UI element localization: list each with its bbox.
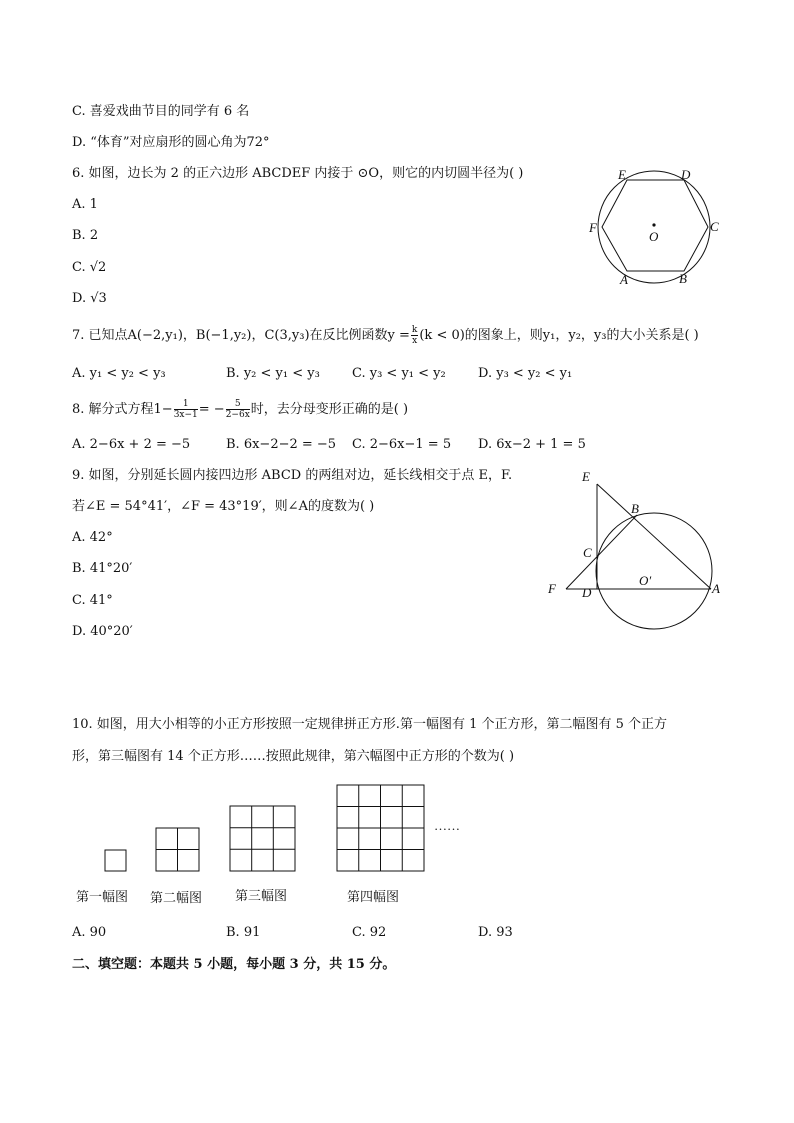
- pattern-2: [156, 828, 199, 871]
- q7-fraction: [411, 325, 418, 346]
- q9-option-a: A. 42°: [72, 530, 113, 545]
- q6-option-b: B. 2: [72, 228, 99, 243]
- q8-fraction-1: [174, 399, 198, 420]
- hex-label-C: C: [710, 219, 719, 234]
- q8-option-c: C. 2−6x−1 = 5: [352, 437, 452, 452]
- q9-stem: 9. 如图，分别延长圆内接四边形 ABCD 的两组对边，延长线相交于点 E，F.: [72, 468, 513, 483]
- q7-option-c: C. y₃ < y₁ < y₂: [352, 366, 446, 381]
- circle-label-A: A: [712, 581, 720, 596]
- q8-fraction-2-numerator: 5: [226, 399, 250, 410]
- hex-label-D: D: [681, 167, 691, 182]
- circle-label-F: F: [548, 581, 556, 596]
- circumscribed-circle: [598, 171, 710, 283]
- circle-O-prime: [596, 513, 712, 629]
- center-point: [652, 223, 655, 226]
- q8-stem-end: 时，去分母变形正确的是( ): [250, 402, 409, 417]
- q5-option-d: D. “体育”对应扇形的圆心角为72°: [72, 135, 270, 150]
- q7-stem-end: (k < 0)的图象上，则y₁，y₂，y₃的大小关系是( ): [419, 328, 699, 343]
- q6-option-d: D. √3: [72, 291, 107, 306]
- q7-option-a: A. y₁ < y₂ < y₃: [72, 366, 166, 381]
- q8-fraction-1-denominator: 3x−1: [173, 410, 198, 420]
- q6-option-a: A. 1: [72, 197, 98, 212]
- circle-label-O-prime: O′: [639, 573, 652, 588]
- hex-label-A: A: [620, 272, 628, 287]
- section-2-heading: 二、填空题：本题共 5 小题，每小题 3 分，共 15 分。: [72, 957, 396, 972]
- q10-option-b: B. 91: [226, 925, 261, 940]
- q8-option-d: D. 6x−2 + 1 = 5: [478, 437, 586, 452]
- q9-option-c: C. 41°: [72, 593, 113, 608]
- pattern-3: [230, 806, 295, 871]
- hex-label-B: B: [679, 271, 687, 286]
- caption-1: 第一幅图: [76, 889, 129, 904]
- q9-option-b: B. 41°20′: [72, 561, 133, 576]
- caption-4: 第四幅图: [347, 889, 400, 904]
- q7-fraction-numerator: k: [411, 325, 418, 335]
- q9-stem-line2: 若∠E = 54°41′，∠F = 43°19′，则∠A的度数为( ): [72, 499, 375, 514]
- q7-option-b: B. y₂ < y₁ < y₃: [226, 366, 320, 381]
- q5-option-c: C. 喜爱戏曲节目的同学有 6 名: [72, 104, 250, 119]
- square-patterns-figure: [70, 780, 490, 910]
- q8-option-b: B. 6x−2−2 = −5: [226, 437, 337, 452]
- q6-option-c: C. √2: [72, 260, 107, 275]
- hex-label-F: F: [589, 220, 597, 235]
- q8-stem-start: 8. 解分式方程1−: [72, 402, 173, 417]
- q8-stem: [72, 396, 408, 424]
- q10-option-c: C. 92: [352, 925, 387, 940]
- q7-stem: [72, 322, 699, 350]
- q7-option-d: D. y₃ < y₂ < y₁: [478, 366, 573, 381]
- segment-FB: [566, 515, 637, 589]
- circle-label-E: E: [582, 469, 590, 484]
- pattern-ellipsis: ……: [434, 818, 460, 833]
- hex-label-O: O: [649, 229, 659, 244]
- q10-option-d: D. 93: [478, 925, 513, 940]
- q8-equals: = −: [198, 402, 225, 417]
- q7-fraction-denominator: x: [412, 336, 418, 346]
- circle-label-C: C: [583, 545, 592, 560]
- pattern-1: [105, 850, 126, 871]
- cyclic-quadrilateral-figure: [540, 465, 730, 635]
- q8-option-a: A. 2−6x + 2 = −5: [72, 437, 191, 452]
- q7-stem-start: 7. 已知点A(−2,y₁)，B(−1,y₂)，C(3,y₃)在反比例函数y =: [72, 328, 410, 343]
- q8-fraction-1-numerator: 1: [174, 399, 198, 410]
- q6-stem: 6. 如图，边长为 2 的正六边形 ABCDEF 内接于 ⊙O，则它的内切圆半径为( ): [72, 166, 524, 181]
- q10-stem: 10. 如图，用大小相等的小正方形按照一定规律拼正方形.第一幅图有 1 个正方形，第二幅图有 5 个正方: [72, 717, 668, 732]
- q10-option-a: A. 90: [72, 925, 107, 940]
- circle-label-D: D: [582, 585, 592, 600]
- segment-EA: [597, 484, 711, 589]
- circle-label-B: B: [631, 501, 639, 516]
- q10-stem-line2: 形，第三幅图有 14 个正方形……按照此规律，第六幅图中正方形的个数为( ): [72, 749, 515, 764]
- caption-2: 第二幅图: [150, 890, 203, 905]
- pattern-4: [337, 785, 424, 871]
- hexagon-figure: [580, 160, 730, 290]
- caption-3: 第三幅图: [235, 888, 288, 903]
- q9-option-d: D. 40°20′: [72, 624, 133, 639]
- q8-fraction-2: [226, 399, 250, 420]
- q8-fraction-2-denominator: 2−6x: [225, 410, 250, 420]
- hex-label-E: E: [618, 167, 626, 182]
